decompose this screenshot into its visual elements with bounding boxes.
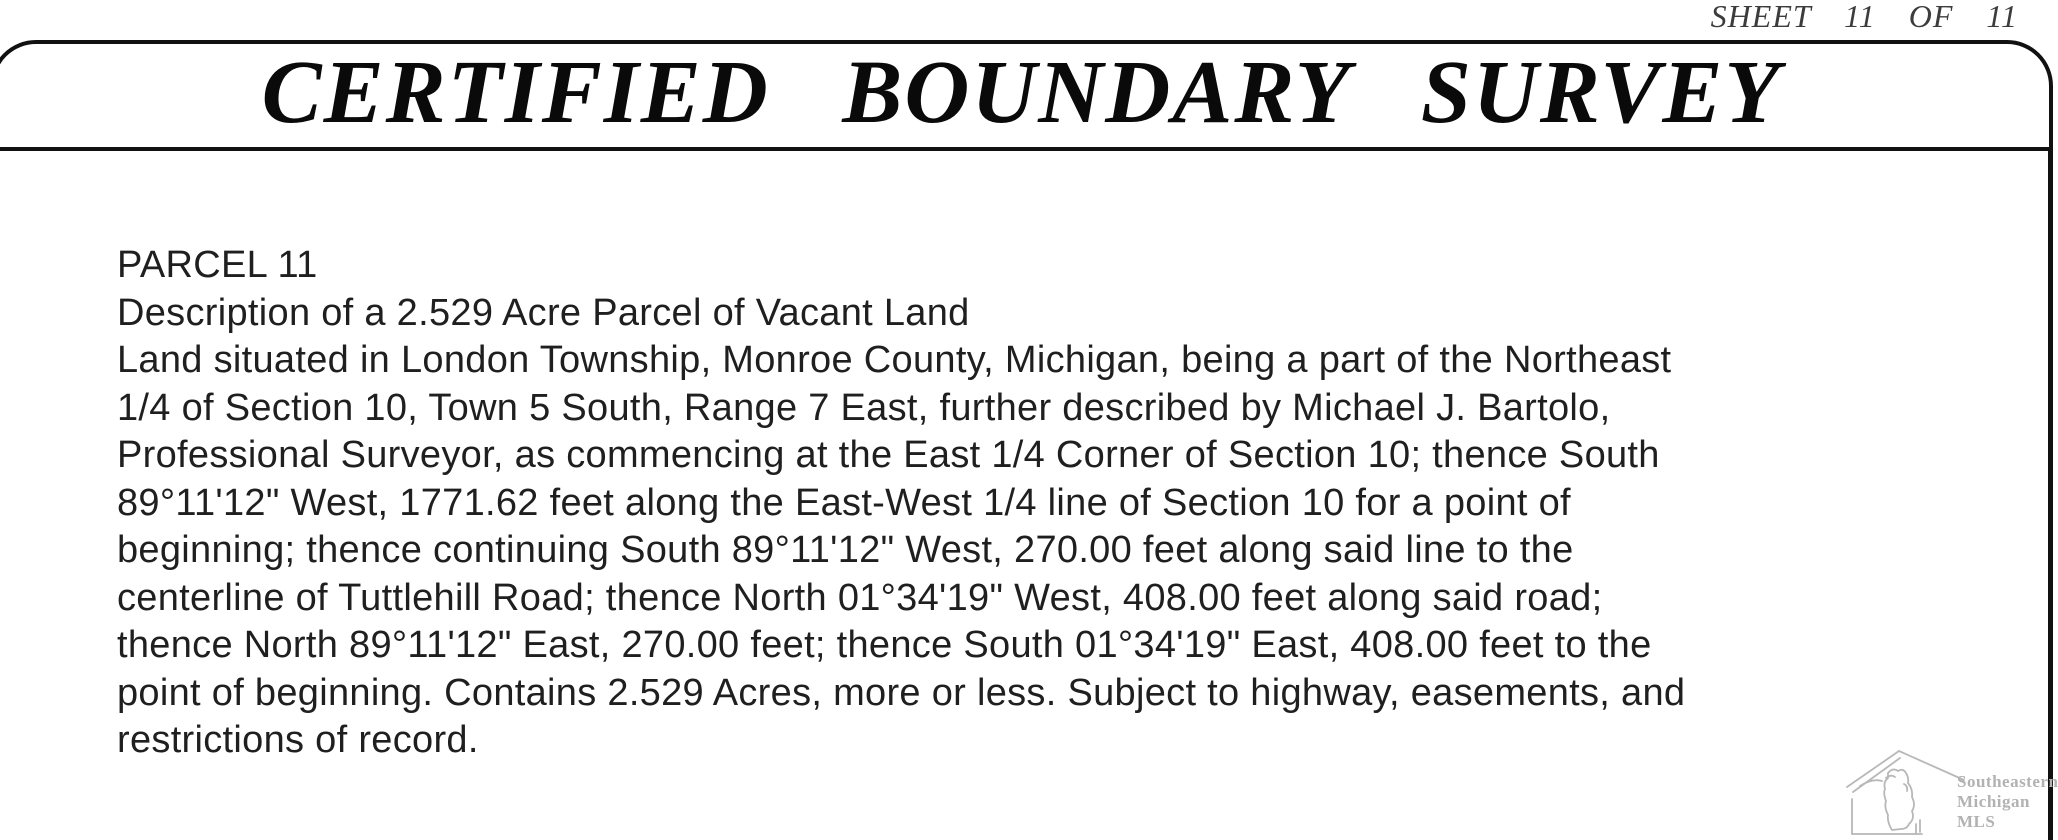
page-border-right — [2048, 147, 2053, 840]
page-title: CERTIFIED BOUNDARY SURVEY — [261, 43, 1782, 142]
house-michigan-icon — [1844, 746, 1969, 838]
sheet-number-label: SHEET 11 OF 11 — [1710, 0, 2018, 34]
description-line: beginning; thence continuing South 89°11'12" West, 270.00 feet along said line to the — [117, 529, 1574, 571]
legal-description — [117, 242, 1685, 765]
watermark-text — [1957, 772, 2058, 832]
description-line: centerline of Tuttlehill Road; thence North 01°34'19" West, 408.00 feet along said road; — [117, 576, 1603, 619]
description-line: Professional Surveyor, as commencing at the East 1/4 Corner of Section 10; thence South — [117, 434, 1660, 476]
description-line: 89°11'12" West, 1771.62 feet along the East-West 1/4 line of Section 10 for a point of — [117, 481, 1571, 524]
southeastern-michigan-mls-logo — [1844, 746, 2058, 838]
watermark-line-2: Michigan — [1957, 792, 2030, 811]
description-line: restrictions of record. — [117, 719, 479, 761]
description-line: Description of a 2.529 Acre Parcel of Vacant Land — [117, 291, 970, 334]
description-line: Land situated in London Township, Monroe County, Michigan, being a part of the Northeast — [117, 339, 1672, 381]
watermark-line-1: Southeastern — [1957, 772, 2058, 791]
title-banner — [0, 40, 2053, 151]
description-line: point of beginning. Contains 2.529 Acres, more or less. Subject to highway, easements, and — [117, 671, 1686, 714]
description-line: thence North 89°11'12" East, 270.00 feet; thence South 01°34'19" East, 408.00 feet to the — [117, 624, 1652, 666]
description-line: PARCEL 11 — [117, 244, 318, 286]
watermark-line-3: MLS — [1957, 812, 1996, 831]
description-line: 1/4 of Section 10, Town 5 South, Range 7 East, further described by Michael J. Bartolo, — [117, 386, 1611, 429]
